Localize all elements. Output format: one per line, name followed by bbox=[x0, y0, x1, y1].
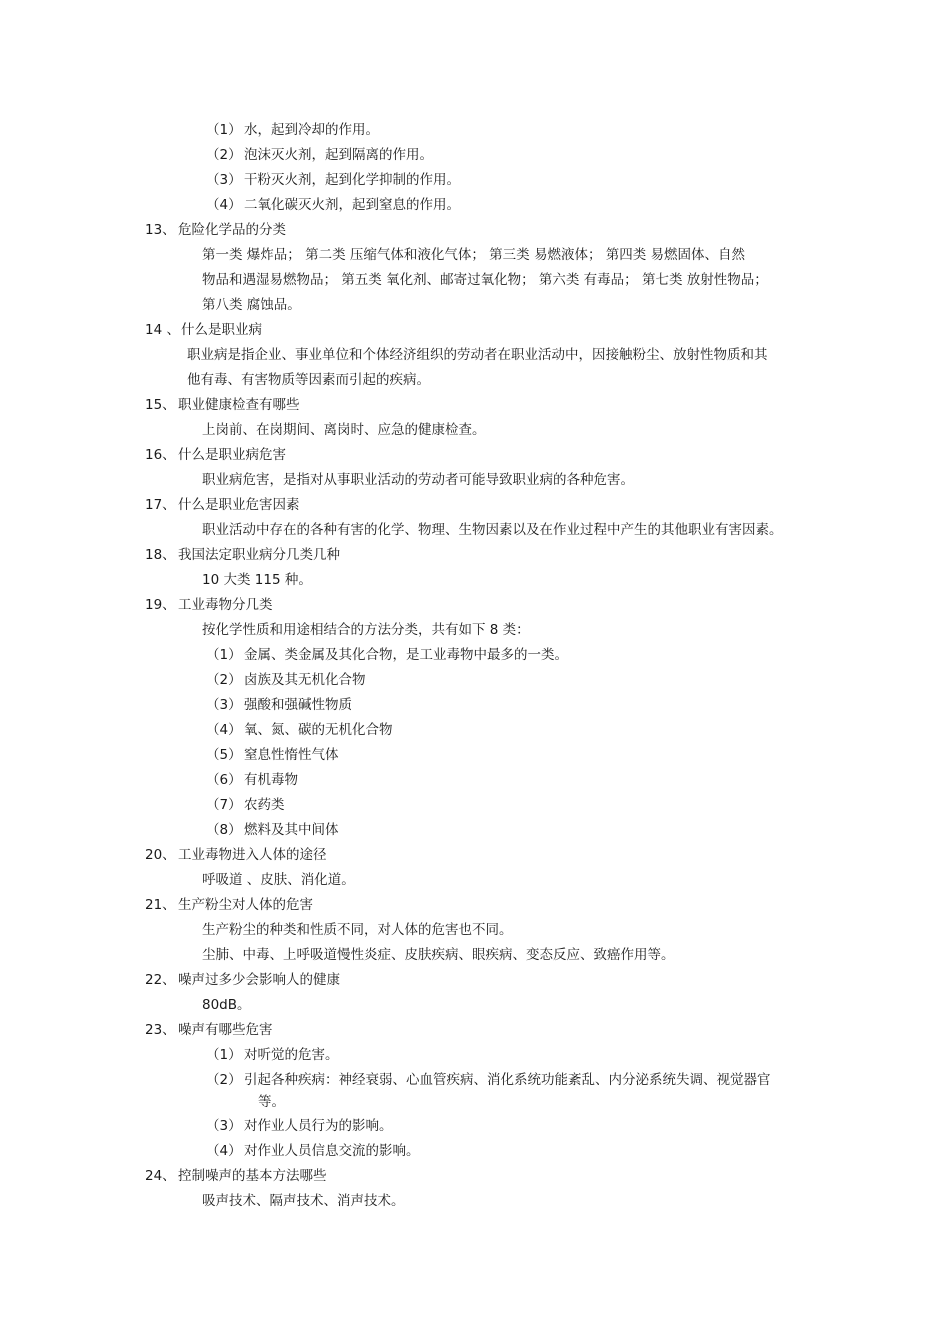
list-item: （3） 干粉灭火剂，起到化学抑制的作用。 bbox=[206, 172, 460, 188]
question-heading: 17、 什么是职业危害因素 bbox=[145, 497, 300, 513]
list-item: （1） 对听觉的危害。 bbox=[206, 1047, 339, 1063]
answer-line: 生产粉尘的种类和性质不同，对人体的危害也不同。 bbox=[202, 922, 513, 938]
list-item-continuation: 等。 bbox=[258, 1094, 285, 1110]
answer-line: 吸声技术、隔声技术、消声技术。 bbox=[202, 1193, 405, 1209]
answer-line: 物品和遇湿易燃物品； 第五类 氧化剂、邮寄过氧化物； 第六类 有毒品； 第七类 放射性物品； bbox=[202, 272, 768, 288]
list-item: （6） 有机毒物 bbox=[206, 772, 298, 788]
question-heading: 14 、什么是职业病 bbox=[145, 322, 262, 338]
list-item: （8） 燃料及其中间体 bbox=[206, 822, 339, 838]
list-item: （1） 水，起到冷却的作用。 bbox=[206, 122, 379, 138]
answer-line: 尘肺、中毒、上呼吸道慢性炎症、皮肤疾病、眼疾病、变态反应、致癌作用等。 bbox=[202, 947, 675, 963]
question-heading: 23、 噪声有哪些危害 bbox=[145, 1022, 273, 1038]
answer-line: 职业病危害，是指对从事职业活动的劳动者可能导致职业病的各种危害。 bbox=[202, 472, 634, 488]
question-heading: 15、 职业健康检查有哪些 bbox=[145, 397, 300, 413]
list-item: （3） 强酸和强碱性物质 bbox=[206, 697, 352, 713]
question-heading: 22、 噪声过多少会影响人的健康 bbox=[145, 972, 340, 988]
answer-line: 职业活动中存在的各种有害的化学、物理、生物因素以及在作业过程中产生的其他职业有害因素。 bbox=[202, 522, 783, 538]
list-item: （1） 金属、类金属及其化合物，是工业毒物中最多的一类。 bbox=[206, 647, 568, 663]
answer-line: 他有毒、有害物质等因素而引起的疾病。 bbox=[187, 372, 430, 388]
list-item: （5） 窒息性惰性气体 bbox=[206, 747, 339, 763]
question-heading: 19、 工业毒物分几类 bbox=[145, 597, 273, 613]
answer-line: 第八类 腐蚀品。 bbox=[202, 297, 301, 313]
list-item: （2） 卤族及其无机化合物 bbox=[206, 672, 366, 688]
list-item: （4） 氧、氮、碳的无机化合物 bbox=[206, 722, 393, 738]
list-item: （3） 对作业人员行为的影响。 bbox=[206, 1118, 393, 1134]
question-heading: 24、 控制噪声的基本方法哪些 bbox=[145, 1168, 327, 1184]
answer-line: 按化学性质和用途相结合的方法分类，共有如下 8 类： bbox=[202, 622, 530, 638]
list-item: （2） 引起各种疾病：神经衰弱、心血管疾病、消化系统功能紊乱、内分泌系统失调、视觉器官 bbox=[206, 1072, 771, 1088]
question-heading: 13、 危险化学品的分类 bbox=[145, 222, 286, 238]
answer-line: 职业病是指企业、事业单位和个体经济组织的劳动者在职业活动中，因接触粉尘、放射性物质和其 bbox=[187, 347, 768, 363]
answer-line: 10 大类 115 种。 bbox=[202, 572, 312, 588]
list-item: （4） 对作业人员信息交流的影响。 bbox=[206, 1143, 420, 1159]
list-item: （4） 二氧化碳灭火剂，起到窒息的作用。 bbox=[206, 197, 460, 213]
question-heading: 20、 工业毒物进入人体的途径 bbox=[145, 847, 327, 863]
answer-line: 80dB。 bbox=[202, 997, 251, 1013]
list-item: （7） 农药类 bbox=[206, 797, 285, 813]
question-heading: 16、 什么是职业病危害 bbox=[145, 447, 286, 463]
question-heading: 21、 生产粉尘对人体的危害 bbox=[145, 897, 313, 913]
answer-line: 上岗前、在岗期间、离岗时、应急的健康检查。 bbox=[202, 422, 486, 438]
question-heading: 18、 我国法定职业病分几类几种 bbox=[145, 547, 340, 563]
list-item: （2） 泡沫灭火剂，起到隔离的作用。 bbox=[206, 147, 433, 163]
answer-line: 第一类 爆炸品； 第二类 压缩气体和液化气体； 第三类 易燃液体； 第四类 易燃固体、自然 bbox=[202, 247, 746, 263]
answer-line: 呼吸道 、皮肤、消化道。 bbox=[202, 872, 355, 888]
